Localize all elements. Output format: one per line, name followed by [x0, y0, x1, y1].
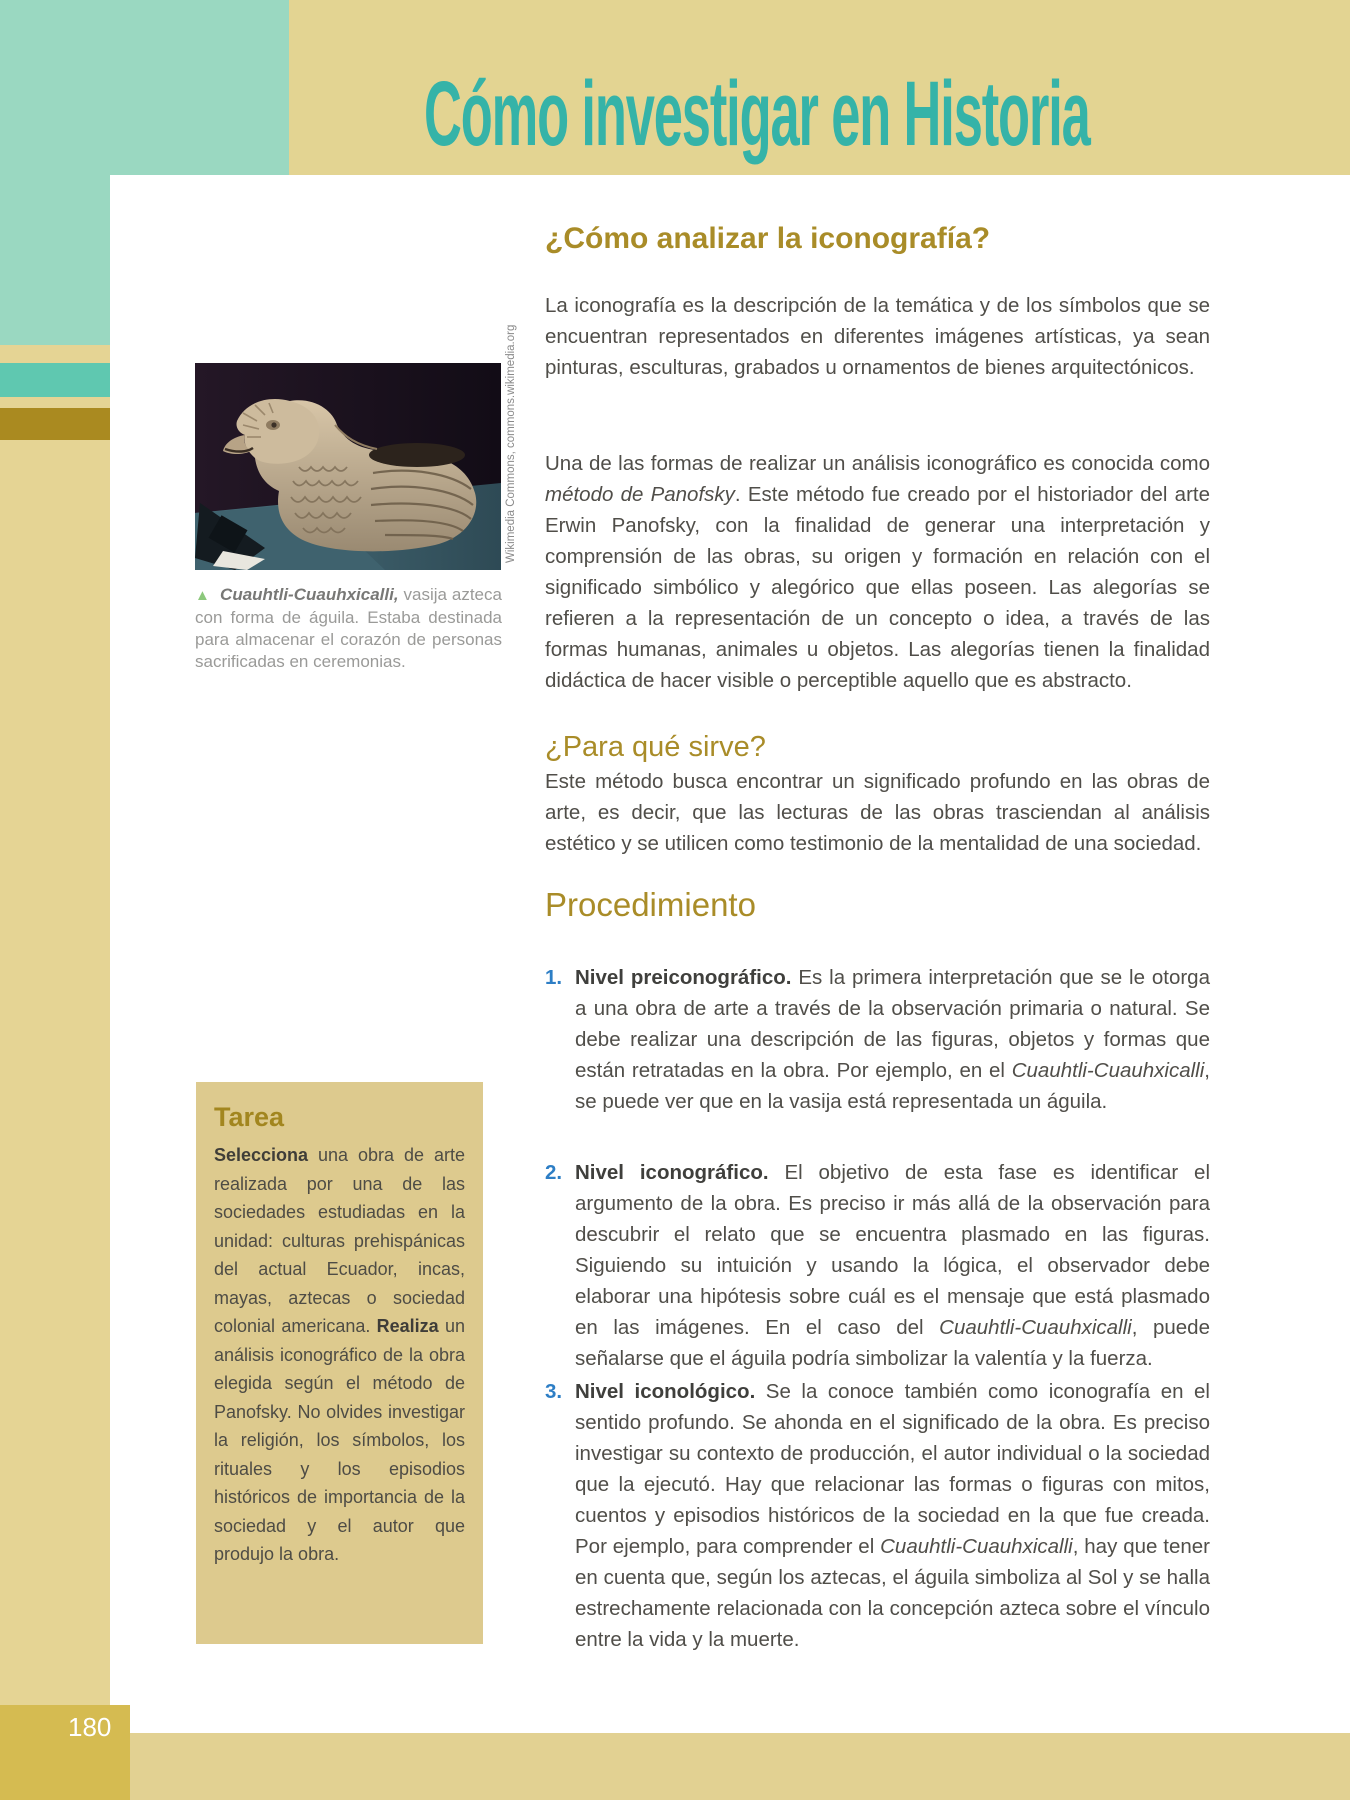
khaki-column-decoration	[0, 440, 110, 1705]
paragraph-iconografia-1: La iconografía es la descripción de la temática y de los símbolos que se encuentran representados en diferentes imágenes artísticas, ya sean pinturas, esculturas, grabados u ornamentos de bienes arquitectónicos.	[545, 294, 1210, 379]
tarea-body-text: un análisis iconográfico de la obra elegida según el método de Panofsky. No olvides investigar la religión, los símbolos, los rituales y los episodios históricos de importancia de la sociedad y el autor que produjo la obra.	[214, 1316, 465, 1564]
teal-column-decoration	[0, 175, 110, 345]
procedure-item-1	[545, 962, 1210, 1117]
list-item-text	[575, 1376, 1210, 1655]
procedure-item-2	[545, 1157, 1210, 1374]
list-number: 1.	[545, 966, 563, 989]
paragraph-text: Una de las formas de realizar un análisis iconográfico es conocida como	[545, 452, 1210, 475]
page-number: 180	[68, 1712, 112, 1742]
list-item-text	[575, 962, 1210, 1117]
procedure-item-3	[545, 1376, 1210, 1655]
photo-credit: Wikimedia Commons, commons.wikimedia.org	[505, 324, 517, 563]
list-term: Nivel iconográfico.	[575, 1161, 769, 1184]
teal-corner-decoration	[0, 0, 289, 175]
list-text: , se puede ver que en la vasija está representada un águila.	[575, 1059, 1210, 1113]
tarea-heading: Tarea	[214, 1102, 285, 1132]
italic-term: Cuauhtli-Cuauhxicalli	[1011, 1059, 1205, 1082]
artifact-photo	[195, 363, 501, 570]
list-text: , puede señalarse que el águila podría simbolizar la valentía y la fuerza.	[575, 1316, 1210, 1370]
teal-strip-decoration	[0, 363, 110, 397]
list-item-text	[575, 1157, 1210, 1374]
paragraph-para-que-sirve: Este método busca encontrar un significado profundo en las obras de arte, es decir, que las lecturas de las obras trasciendan al análisis estético y se utilicen como testimonio de la mentalidad de una sociedad.	[545, 770, 1210, 855]
caption-text: vasija azteca con forma de águila. Estaba destinada para almacenar el corazón de personas sacrificadas en ceremonias.	[195, 585, 502, 671]
tan-strip-decoration	[0, 397, 110, 408]
section-heading-iconografia: ¿Cómo analizar la iconografía?	[545, 222, 991, 255]
figure-caption	[195, 584, 502, 673]
paragraph-text: . Este método fue creado por el historiador del arte Erwin Panofsky, con la finalidad de generar una interpretación y comprensión de las obras, su origen y formación en relación con el significado simbólico y alegórico que ellas poseen. Las alegorías se refieren a la representación de un concepto o idea, a través de las formas humanas, animales u objetos. Las alegorías tienen la finalidad didáctica de hacer visible o perceptible aquello que es abstracto.	[545, 483, 1210, 692]
caption-triangle-icon: ▲	[195, 587, 211, 604]
caption-term: Cuauhtli-Cuauhxicalli,	[220, 585, 399, 604]
section-heading-procedimiento: Procedimiento	[545, 886, 756, 923]
tarea-body-text: una obra de arte realizada por una de las sociedades estudiadas en la unidad: culturas prehispánicas del actual Ecuador, incas, mayas, aztecas o sociedad colonial americana.	[214, 1145, 465, 1336]
italic-term: Cuauhtli-Cuauhxicalli	[880, 1535, 1073, 1558]
italic-term: Cuauhtli-Cuauhxicalli	[939, 1316, 1132, 1339]
list-term: Nivel iconológico.	[575, 1380, 756, 1403]
list-text: Se la conoce también como iconografía en el sentido profundo. Se ahonda en el significado de la obra. Es preciso investigar su contexto de producción, el autor individual o la sociedad que la ejecutó. Hay que relacionar las formas o figuras con mitos, cuentos y episodios históricos de la sociedad en la que fue creada. Por ejemplo, para comprender el	[575, 1380, 1210, 1558]
italic-term: método de Panofsky	[545, 483, 735, 506]
paragraph-iconografia-2	[545, 448, 1210, 696]
section-heading-para-que-sirve: ¿Para qué sirve?	[545, 731, 766, 763]
tarea-bold-term: Selecciona	[214, 1145, 309, 1165]
list-text: , hay que tener en cuenta que, según los aztecas, el águila simboliza al Sol y se halla estrechamente relacionada con la concepción azteca sobre el vínculo entre la vida y la muerte.	[575, 1535, 1210, 1651]
list-number: 2.	[545, 1161, 563, 1184]
olive-strip-decoration	[0, 408, 110, 440]
list-term: Nivel preiconográfico.	[575, 966, 792, 989]
list-number: 3.	[545, 1380, 563, 1403]
bottom-strip-decoration	[130, 1733, 1350, 1800]
tarea-bold-term: Realiza	[376, 1316, 439, 1336]
list-text: Es la primera interpretación que se le otorga a una obra de arte a través de la observación primaria o natural. Se debe realizar una descripción de las figuras, objetos y formas que están retratadas en la obra. Por ejemplo, en el	[575, 966, 1210, 1082]
tarea-text	[214, 1141, 465, 1569]
tarea-box	[196, 1082, 483, 1644]
chapter-title: Cómo investigar en Historia	[424, 63, 1090, 165]
tan-strip-decoration	[0, 345, 110, 363]
list-text: El objetivo de esta fase es identificar el argumento de la obra. Es preciso ir más allá de la observación para descubrir el relato que se encuentra plasmado en las figuras. Siguiendo su intuición y usando la lógica, el observador debe elaborar una hipótesis sobre cuál es el mensaje que está plasmado en las imágenes. En el caso del	[575, 1161, 1211, 1339]
